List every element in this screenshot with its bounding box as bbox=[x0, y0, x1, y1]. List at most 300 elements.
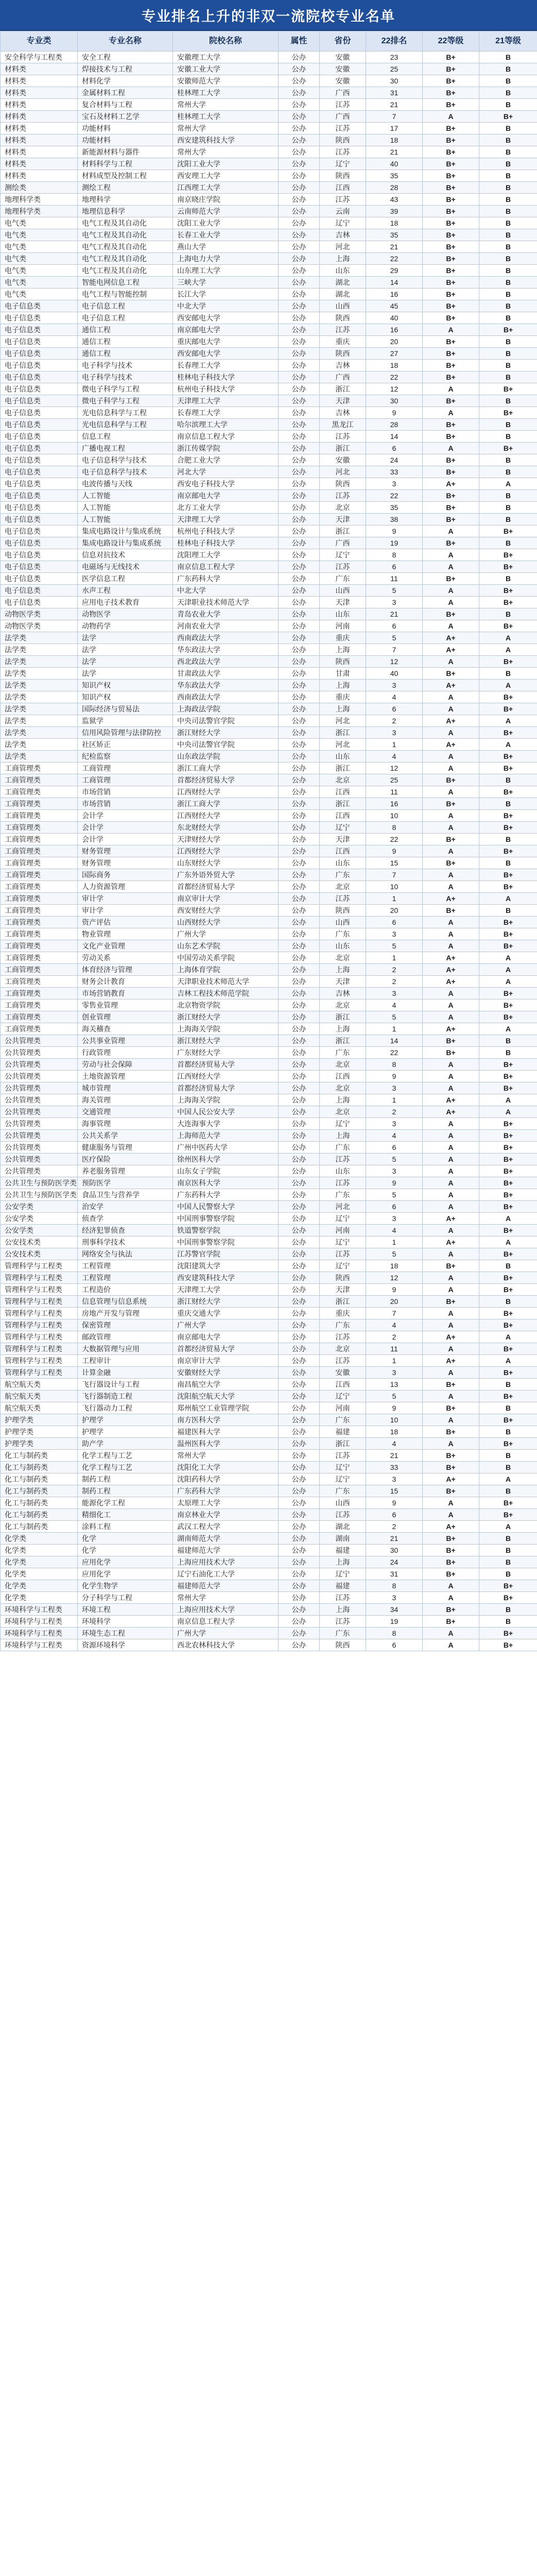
major-cell[interactable]: 化学工程与工艺 bbox=[78, 1462, 173, 1473]
school-cell[interactable]: 福建师范大学 bbox=[173, 1545, 279, 1556]
grade21-cell[interactable]: B bbox=[479, 241, 537, 253]
school-cell[interactable]: 沈阳工业大学 bbox=[173, 158, 279, 170]
grade22-cell[interactable]: A bbox=[423, 561, 479, 573]
grade21-cell[interactable]: B+ bbox=[479, 1438, 537, 1450]
type-cell[interactable]: 公办 bbox=[279, 217, 320, 229]
type-cell[interactable]: 公办 bbox=[279, 1154, 320, 1165]
grade22-cell[interactable]: A bbox=[423, 1592, 479, 1604]
grade21-cell[interactable]: B+ bbox=[479, 691, 537, 703]
province-cell[interactable]: 北京 bbox=[320, 952, 366, 964]
grade21-cell[interactable]: B+ bbox=[479, 111, 537, 123]
table-row[interactable] bbox=[1, 620, 537, 632]
grade22-cell[interactable]: A bbox=[423, 703, 479, 715]
school-cell[interactable]: 南京邮电大学 bbox=[173, 324, 279, 336]
major-cell[interactable]: 信用风险管理与法律防控 bbox=[78, 727, 173, 739]
major-cell[interactable]: 材料科学与工程 bbox=[78, 158, 173, 170]
rank22-cell[interactable]: 3 bbox=[366, 727, 423, 739]
school-cell[interactable]: 广东外语外贸大学 bbox=[173, 869, 279, 881]
grade21-cell[interactable]: B bbox=[479, 134, 537, 146]
major-cell[interactable]: 化学 bbox=[78, 1533, 173, 1545]
category-cell[interactable]: 化学类 bbox=[1, 1568, 78, 1580]
major-cell[interactable]: 功能材料 bbox=[78, 123, 173, 134]
province-cell[interactable]: 天津 bbox=[320, 976, 366, 988]
category-cell[interactable]: 法学类 bbox=[1, 715, 78, 727]
table-row[interactable] bbox=[1, 52, 537, 63]
rank22-cell[interactable]: 7 bbox=[366, 644, 423, 656]
table-row[interactable] bbox=[1, 881, 537, 893]
province-cell[interactable]: 河南 bbox=[320, 620, 366, 632]
major-cell[interactable]: 电气工程及其自动化 bbox=[78, 253, 173, 265]
type-cell[interactable]: 公办 bbox=[279, 762, 320, 774]
major-cell[interactable]: 市场营销 bbox=[78, 798, 173, 810]
province-cell[interactable]: 北京 bbox=[320, 1343, 366, 1355]
type-cell[interactable]: 公办 bbox=[279, 857, 320, 869]
major-cell[interactable]: 护理学 bbox=[78, 1414, 173, 1426]
grade21-cell[interactable]: B+ bbox=[479, 1059, 537, 1071]
grade21-cell[interactable]: B bbox=[479, 1047, 537, 1059]
school-cell[interactable]: 常州大学 bbox=[173, 1450, 279, 1462]
grade22-cell[interactable]: A bbox=[423, 620, 479, 632]
province-cell[interactable]: 广西 bbox=[320, 371, 366, 383]
province-cell[interactable]: 江苏 bbox=[320, 146, 366, 158]
table-row[interactable] bbox=[1, 1414, 537, 1426]
type-cell[interactable]: 公办 bbox=[279, 134, 320, 146]
school-cell[interactable]: 河南农业大学 bbox=[173, 620, 279, 632]
grade21-cell[interactable]: A bbox=[479, 1094, 537, 1106]
school-cell[interactable]: 中央司法警官学院 bbox=[173, 739, 279, 751]
province-cell[interactable]: 重庆 bbox=[320, 336, 366, 348]
province-cell[interactable]: 广东 bbox=[320, 1414, 366, 1426]
school-cell[interactable]: 桂林理工大学 bbox=[173, 111, 279, 123]
table-row[interactable] bbox=[1, 845, 537, 857]
type-cell[interactable]: 公办 bbox=[279, 845, 320, 857]
province-cell[interactable]: 辽宁 bbox=[320, 158, 366, 170]
grade22-cell[interactable]: A bbox=[423, 585, 479, 597]
province-cell[interactable]: 上海 bbox=[320, 253, 366, 265]
type-cell[interactable]: 公办 bbox=[279, 1485, 320, 1497]
table-row[interactable] bbox=[1, 1639, 537, 1651]
grade21-cell[interactable]: B bbox=[479, 371, 537, 383]
rank22-cell[interactable]: 14 bbox=[366, 1035, 423, 1047]
province-cell[interactable]: 江苏 bbox=[320, 123, 366, 134]
rank22-cell[interactable]: 1 bbox=[366, 1236, 423, 1248]
category-cell[interactable]: 工商管理类 bbox=[1, 952, 78, 964]
category-cell[interactable]: 公共管理类 bbox=[1, 1154, 78, 1165]
province-cell[interactable]: 上海 bbox=[320, 1556, 366, 1568]
category-cell[interactable]: 工商管理类 bbox=[1, 917, 78, 928]
province-cell[interactable]: 广东 bbox=[320, 928, 366, 940]
major-cell[interactable]: 计算金融 bbox=[78, 1367, 173, 1379]
type-cell[interactable]: 公办 bbox=[279, 111, 320, 123]
grade22-cell[interactable]: A bbox=[423, 917, 479, 928]
grade22-cell[interactable]: B+ bbox=[423, 834, 479, 845]
grade22-cell[interactable]: B+ bbox=[423, 905, 479, 917]
grade22-cell[interactable]: A+ bbox=[423, 644, 479, 656]
table-row[interactable] bbox=[1, 217, 537, 229]
category-cell[interactable]: 电气类 bbox=[1, 229, 78, 241]
grade21-cell[interactable]: B bbox=[479, 573, 537, 585]
rank22-cell[interactable]: 6 bbox=[366, 1639, 423, 1651]
rank22-cell[interactable]: 38 bbox=[366, 514, 423, 526]
school-cell[interactable]: 中国劳动关系学院 bbox=[173, 952, 279, 964]
province-cell[interactable]: 安徽 bbox=[320, 454, 366, 466]
province-cell[interactable]: 山西 bbox=[320, 917, 366, 928]
type-cell[interactable]: 公办 bbox=[279, 751, 320, 762]
category-cell[interactable]: 电子信息类 bbox=[1, 324, 78, 336]
school-cell[interactable]: 山东理工大学 bbox=[173, 265, 279, 277]
major-cell[interactable]: 海关管理 bbox=[78, 1094, 173, 1106]
province-cell[interactable]: 安徽 bbox=[320, 75, 366, 87]
rank22-cell[interactable]: 45 bbox=[366, 300, 423, 312]
category-cell[interactable]: 化学类 bbox=[1, 1592, 78, 1604]
table-row[interactable] bbox=[1, 1011, 537, 1023]
category-cell[interactable]: 公共卫生与预防医学类 bbox=[1, 1189, 78, 1201]
table-row[interactable] bbox=[1, 1628, 537, 1639]
table-row[interactable] bbox=[1, 336, 537, 348]
grade22-cell[interactable]: A bbox=[423, 1142, 479, 1154]
type-cell[interactable]: 公办 bbox=[279, 253, 320, 265]
table-row[interactable] bbox=[1, 289, 537, 300]
grade21-cell[interactable]: B+ bbox=[479, 526, 537, 537]
grade21-cell[interactable]: B bbox=[479, 1604, 537, 1616]
province-cell[interactable]: 重庆 bbox=[320, 1308, 366, 1319]
rank22-cell[interactable]: 5 bbox=[366, 632, 423, 644]
category-cell[interactable]: 电子信息类 bbox=[1, 597, 78, 608]
table-row[interactable] bbox=[1, 99, 537, 111]
province-cell[interactable]: 江苏 bbox=[320, 1248, 366, 1260]
grade21-cell[interactable]: B bbox=[479, 146, 537, 158]
province-cell[interactable]: 陕西 bbox=[320, 656, 366, 668]
table-row[interactable] bbox=[1, 63, 537, 75]
grade22-cell[interactable]: A+ bbox=[423, 1106, 479, 1118]
school-cell[interactable]: 天津财经大学 bbox=[173, 834, 279, 845]
column-header[interactable]: 属性 bbox=[279, 31, 320, 52]
rank22-cell[interactable]: 22 bbox=[366, 371, 423, 383]
grade21-cell[interactable]: B bbox=[479, 490, 537, 502]
grade22-cell[interactable]: A bbox=[423, 549, 479, 561]
school-cell[interactable]: 福建医科大学 bbox=[173, 1426, 279, 1438]
table-row[interactable] bbox=[1, 774, 537, 786]
category-cell[interactable]: 化工与制药类 bbox=[1, 1462, 78, 1473]
province-cell[interactable]: 上海 bbox=[320, 1023, 366, 1035]
grade22-cell[interactable]: B+ bbox=[423, 87, 479, 99]
type-cell[interactable]: 公办 bbox=[279, 419, 320, 431]
major-cell[interactable]: 光电信息科学与工程 bbox=[78, 419, 173, 431]
major-cell[interactable]: 人工智能 bbox=[78, 490, 173, 502]
school-cell[interactable]: 沈阳理工大学 bbox=[173, 549, 279, 561]
table-row[interactable] bbox=[1, 514, 537, 526]
school-cell[interactable]: 合肥工业大学 bbox=[173, 454, 279, 466]
category-cell[interactable]: 化学类 bbox=[1, 1580, 78, 1592]
type-cell[interactable]: 公办 bbox=[279, 277, 320, 289]
rank22-cell[interactable]: 5 bbox=[366, 1391, 423, 1402]
grade21-cell[interactable]: B+ bbox=[479, 1177, 537, 1189]
grade22-cell[interactable]: A bbox=[423, 1509, 479, 1521]
school-cell[interactable]: 南京信息工程大学 bbox=[173, 431, 279, 443]
grade22-cell[interactable]: A+ bbox=[423, 1355, 479, 1367]
table-row[interactable] bbox=[1, 952, 537, 964]
school-cell[interactable]: 三峡大学 bbox=[173, 277, 279, 289]
major-cell[interactable]: 城市管理 bbox=[78, 1082, 173, 1094]
category-cell[interactable]: 电子信息类 bbox=[1, 466, 78, 478]
school-cell[interactable]: 江西财经大学 bbox=[173, 1071, 279, 1082]
major-cell[interactable]: 公共关系学 bbox=[78, 1130, 173, 1142]
major-cell[interactable]: 广播电视工程 bbox=[78, 443, 173, 454]
type-cell[interactable]: 公办 bbox=[279, 1189, 320, 1201]
rank22-cell[interactable]: 9 bbox=[366, 1497, 423, 1509]
major-cell[interactable]: 工程审计 bbox=[78, 1355, 173, 1367]
school-cell[interactable]: 上海政法学院 bbox=[173, 703, 279, 715]
rank22-cell[interactable]: 22 bbox=[366, 490, 423, 502]
type-cell[interactable]: 公办 bbox=[279, 1414, 320, 1426]
table-row[interactable] bbox=[1, 1165, 537, 1177]
province-cell[interactable]: 辽宁 bbox=[320, 217, 366, 229]
grade21-cell[interactable]: B+ bbox=[479, 1165, 537, 1177]
category-cell[interactable]: 电气类 bbox=[1, 265, 78, 277]
major-cell[interactable]: 电气工程及其自动化 bbox=[78, 241, 173, 253]
table-row[interactable] bbox=[1, 1545, 537, 1556]
grade22-cell[interactable]: A bbox=[423, 1308, 479, 1319]
province-cell[interactable]: 福建 bbox=[320, 1580, 366, 1592]
school-cell[interactable]: 西北农林科技大学 bbox=[173, 1639, 279, 1651]
rank22-cell[interactable]: 20 bbox=[366, 336, 423, 348]
rank22-cell[interactable]: 14 bbox=[366, 431, 423, 443]
table-row[interactable] bbox=[1, 715, 537, 727]
grade22-cell[interactable]: B+ bbox=[423, 573, 479, 585]
major-cell[interactable]: 公共事业管理 bbox=[78, 1035, 173, 1047]
major-cell[interactable]: 集成电路设计与集成系统 bbox=[78, 526, 173, 537]
school-cell[interactable]: 首都经济贸易大学 bbox=[173, 1059, 279, 1071]
table-row[interactable] bbox=[1, 1604, 537, 1616]
major-cell[interactable]: 网络安全与执法 bbox=[78, 1248, 173, 1260]
major-cell[interactable]: 财务会计教育 bbox=[78, 976, 173, 988]
rank22-cell[interactable]: 12 bbox=[366, 656, 423, 668]
rank22-cell[interactable]: 6 bbox=[366, 1142, 423, 1154]
type-cell[interactable]: 公办 bbox=[279, 822, 320, 834]
rank22-cell[interactable]: 8 bbox=[366, 1059, 423, 1071]
major-cell[interactable]: 知识产权 bbox=[78, 691, 173, 703]
type-cell[interactable]: 公办 bbox=[279, 1533, 320, 1545]
school-cell[interactable]: 江西财经大学 bbox=[173, 810, 279, 822]
major-cell[interactable]: 材料成型及控制工程 bbox=[78, 170, 173, 182]
type-cell[interactable]: 公办 bbox=[279, 917, 320, 928]
category-cell[interactable]: 工商管理类 bbox=[1, 1011, 78, 1023]
province-cell[interactable]: 浙江 bbox=[320, 1438, 366, 1450]
category-cell[interactable]: 电子信息类 bbox=[1, 312, 78, 324]
table-row[interactable] bbox=[1, 348, 537, 360]
category-cell[interactable]: 材料类 bbox=[1, 134, 78, 146]
grade22-cell[interactable]: A bbox=[423, 1414, 479, 1426]
rank22-cell[interactable]: 8 bbox=[366, 1628, 423, 1639]
category-cell[interactable]: 化学类 bbox=[1, 1545, 78, 1556]
major-cell[interactable]: 电波传播与天线 bbox=[78, 478, 173, 490]
category-cell[interactable]: 电气类 bbox=[1, 277, 78, 289]
rank22-cell[interactable]: 9 bbox=[366, 526, 423, 537]
school-cell[interactable]: 杭州电子科技大学 bbox=[173, 383, 279, 395]
school-cell[interactable]: 西安邮电大学 bbox=[173, 348, 279, 360]
major-cell[interactable]: 信息工程 bbox=[78, 431, 173, 443]
province-cell[interactable]: 江苏 bbox=[320, 893, 366, 905]
province-cell[interactable]: 上海 bbox=[320, 680, 366, 691]
major-cell[interactable]: 复合材料与工程 bbox=[78, 99, 173, 111]
province-cell[interactable]: 天津 bbox=[320, 834, 366, 845]
major-cell[interactable]: 人力资源管理 bbox=[78, 881, 173, 893]
type-cell[interactable]: 公办 bbox=[279, 1604, 320, 1616]
grade22-cell[interactable]: B+ bbox=[423, 1379, 479, 1391]
type-cell[interactable]: 公办 bbox=[279, 1260, 320, 1272]
rank22-cell[interactable]: 5 bbox=[366, 1011, 423, 1023]
major-cell[interactable]: 邮政管理 bbox=[78, 1331, 173, 1343]
province-cell[interactable]: 陕西 bbox=[320, 1639, 366, 1651]
major-cell[interactable]: 环境科学 bbox=[78, 1616, 173, 1628]
grade22-cell[interactable]: A bbox=[423, 1272, 479, 1284]
grade22-cell[interactable]: A+ bbox=[423, 1213, 479, 1225]
rank22-cell[interactable]: 1 bbox=[366, 739, 423, 751]
school-cell[interactable]: 安徽财经大学 bbox=[173, 1367, 279, 1379]
rank22-cell[interactable]: 15 bbox=[366, 857, 423, 869]
province-cell[interactable]: 广东 bbox=[320, 1628, 366, 1639]
grade22-cell[interactable]: B+ bbox=[423, 336, 479, 348]
table-row[interactable] bbox=[1, 727, 537, 739]
rank22-cell[interactable]: 4 bbox=[366, 1438, 423, 1450]
table-row[interactable] bbox=[1, 324, 537, 336]
category-cell[interactable]: 公共管理类 bbox=[1, 1082, 78, 1094]
category-cell[interactable]: 材料类 bbox=[1, 99, 78, 111]
grade21-cell[interactable]: B bbox=[479, 277, 537, 289]
type-cell[interactable]: 公办 bbox=[279, 905, 320, 917]
type-cell[interactable]: 公办 bbox=[279, 893, 320, 905]
table-row[interactable] bbox=[1, 549, 537, 561]
type-cell[interactable]: 公办 bbox=[279, 87, 320, 99]
major-cell[interactable]: 光电信息科学与工程 bbox=[78, 407, 173, 419]
type-cell[interactable]: 公办 bbox=[279, 620, 320, 632]
major-cell[interactable]: 通信工程 bbox=[78, 336, 173, 348]
category-cell[interactable]: 法学类 bbox=[1, 703, 78, 715]
type-cell[interactable]: 公办 bbox=[279, 52, 320, 63]
type-cell[interactable]: 公办 bbox=[279, 63, 320, 75]
type-cell[interactable]: 公办 bbox=[279, 1071, 320, 1082]
grade22-cell[interactable]: B+ bbox=[423, 360, 479, 371]
table-row[interactable] bbox=[1, 1402, 537, 1414]
category-cell[interactable]: 电子信息类 bbox=[1, 336, 78, 348]
school-cell[interactable]: 广州中医药大学 bbox=[173, 1142, 279, 1154]
grade22-cell[interactable]: A+ bbox=[423, 1023, 479, 1035]
province-cell[interactable]: 山东 bbox=[320, 608, 366, 620]
province-cell[interactable]: 吉林 bbox=[320, 988, 366, 999]
grade21-cell[interactable]: A bbox=[479, 1106, 537, 1118]
major-cell[interactable]: 动物医学 bbox=[78, 608, 173, 620]
table-row[interactable] bbox=[1, 1485, 537, 1497]
rank22-cell[interactable]: 21 bbox=[366, 146, 423, 158]
major-cell[interactable]: 工商管理 bbox=[78, 762, 173, 774]
category-cell[interactable]: 工商管理类 bbox=[1, 905, 78, 917]
major-cell[interactable]: 侦查学 bbox=[78, 1213, 173, 1225]
grade22-cell[interactable]: A bbox=[423, 1497, 479, 1509]
grade21-cell[interactable]: B bbox=[479, 395, 537, 407]
type-cell[interactable]: 公办 bbox=[279, 1497, 320, 1509]
province-cell[interactable]: 江西 bbox=[320, 845, 366, 857]
major-cell[interactable]: 环境工程 bbox=[78, 1604, 173, 1616]
table-row[interactable] bbox=[1, 834, 537, 845]
province-cell[interactable]: 江苏 bbox=[320, 1450, 366, 1462]
rank22-cell[interactable]: 9 bbox=[366, 1284, 423, 1296]
grade21-cell[interactable]: B bbox=[479, 1379, 537, 1391]
province-cell[interactable]: 重庆 bbox=[320, 632, 366, 644]
grade21-cell[interactable]: A bbox=[479, 1236, 537, 1248]
school-cell[interactable]: 河北大学 bbox=[173, 466, 279, 478]
category-cell[interactable]: 材料类 bbox=[1, 111, 78, 123]
major-cell[interactable]: 飞行器制造工程 bbox=[78, 1391, 173, 1402]
school-cell[interactable]: 安徽师范大学 bbox=[173, 75, 279, 87]
province-cell[interactable]: 浙江 bbox=[320, 443, 366, 454]
grade22-cell[interactable]: A bbox=[423, 1059, 479, 1071]
major-cell[interactable]: 微电子科学与工程 bbox=[78, 395, 173, 407]
table-row[interactable] bbox=[1, 1082, 537, 1094]
province-cell[interactable]: 江西 bbox=[320, 786, 366, 798]
province-cell[interactable]: 重庆 bbox=[320, 691, 366, 703]
school-cell[interactable]: 北京物资学院 bbox=[173, 999, 279, 1011]
grade21-cell[interactable]: B bbox=[479, 774, 537, 786]
type-cell[interactable]: 公办 bbox=[279, 289, 320, 300]
grade21-cell[interactable]: A bbox=[479, 478, 537, 490]
major-cell[interactable]: 电子信息工程 bbox=[78, 312, 173, 324]
type-cell[interactable]: 公办 bbox=[279, 1011, 320, 1023]
category-cell[interactable]: 化工与制药类 bbox=[1, 1485, 78, 1497]
major-cell[interactable]: 护理学 bbox=[78, 1426, 173, 1438]
grade22-cell[interactable]: A+ bbox=[423, 964, 479, 976]
type-cell[interactable]: 公办 bbox=[279, 478, 320, 490]
province-cell[interactable]: 辽宁 bbox=[320, 549, 366, 561]
type-cell[interactable]: 公办 bbox=[279, 466, 320, 478]
school-cell[interactable]: 哈尔滨理工大学 bbox=[173, 419, 279, 431]
category-cell[interactable]: 法学类 bbox=[1, 727, 78, 739]
grade22-cell[interactable]: A+ bbox=[423, 1521, 479, 1533]
type-cell[interactable]: 公办 bbox=[279, 964, 320, 976]
major-cell[interactable]: 信息对抗技术 bbox=[78, 549, 173, 561]
rank22-cell[interactable]: 3 bbox=[366, 680, 423, 691]
school-cell[interactable]: 福建师范大学 bbox=[173, 1580, 279, 1592]
category-cell[interactable]: 工商管理类 bbox=[1, 810, 78, 822]
category-cell[interactable]: 化工与制药类 bbox=[1, 1509, 78, 1521]
rank22-cell[interactable]: 18 bbox=[366, 1260, 423, 1272]
province-cell[interactable]: 广东 bbox=[320, 573, 366, 585]
table-row[interactable] bbox=[1, 668, 537, 680]
major-cell[interactable]: 助产学 bbox=[78, 1438, 173, 1450]
grade21-cell[interactable]: B+ bbox=[479, 1284, 537, 1296]
grade22-cell[interactable]: B+ bbox=[423, 75, 479, 87]
major-cell[interactable]: 体育经济与管理 bbox=[78, 964, 173, 976]
grade22-cell[interactable]: B+ bbox=[423, 454, 479, 466]
rank22-cell[interactable]: 30 bbox=[366, 1545, 423, 1556]
type-cell[interactable]: 公办 bbox=[279, 241, 320, 253]
grade21-cell[interactable]: B bbox=[479, 170, 537, 182]
major-cell[interactable]: 地理信息科学 bbox=[78, 206, 173, 217]
grade21-cell[interactable]: B+ bbox=[479, 940, 537, 952]
school-cell[interactable]: 江西理工大学 bbox=[173, 182, 279, 194]
rank22-cell[interactable]: 2 bbox=[366, 715, 423, 727]
table-row[interactable] bbox=[1, 75, 537, 87]
school-cell[interactable]: 常州大学 bbox=[173, 146, 279, 158]
school-cell[interactable]: 长春工业大学 bbox=[173, 229, 279, 241]
grade22-cell[interactable]: B+ bbox=[423, 1462, 479, 1473]
major-cell[interactable]: 工程管理 bbox=[78, 1272, 173, 1284]
grade22-cell[interactable]: A bbox=[423, 928, 479, 940]
table-row[interactable] bbox=[1, 312, 537, 324]
type-cell[interactable]: 公办 bbox=[279, 229, 320, 241]
school-cell[interactable]: 徐州医科大学 bbox=[173, 1154, 279, 1165]
grade21-cell[interactable]: A bbox=[479, 964, 537, 976]
type-cell[interactable]: 公办 bbox=[279, 691, 320, 703]
